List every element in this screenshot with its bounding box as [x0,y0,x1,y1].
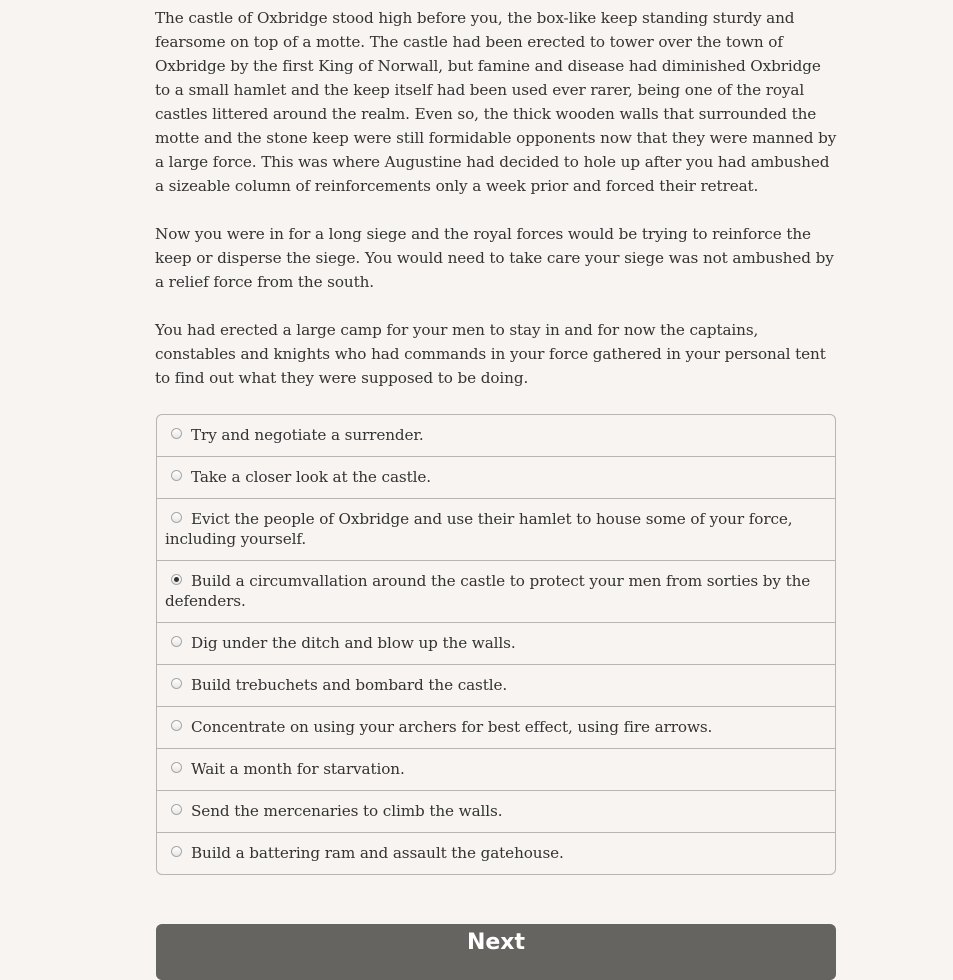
choice-label: Send the mercenaries to climb the walls. [191,802,503,820]
choice-label: Build a circumvallation around the castle to protect your men from sorties by the defenders. [165,572,811,610]
radio-button[interactable] [171,636,182,647]
choice-label: Build trebuchets and bombard the castle. [191,676,508,694]
radio-button[interactable] [171,428,182,439]
choice-label: Evict the people of Oxbridge and use their hamlet to house some of your force, including yourself. [165,510,793,548]
radio-button[interactable] [171,678,182,689]
story-text [155,6,839,414]
choice-option[interactable] [157,622,835,664]
choice-option[interactable] [157,456,835,498]
choice-list [156,414,836,875]
choice-option[interactable] [157,415,835,456]
choice-option[interactable] [157,498,835,560]
choice-option[interactable] [157,748,835,790]
choice-label: Concentrate on using your archers for best effect, using fire arrows. [191,718,713,736]
radio-button[interactable] [171,846,182,857]
radio-button[interactable] [171,512,182,523]
choice-option[interactable] [157,832,835,874]
choice-label: Wait a month for starvation. [191,760,405,778]
choice-label: Build a battering ram and assault the gatehouse. [191,844,564,862]
choice-option[interactable] [157,560,835,622]
story-paragraph: You had erected a large camp for your men to stay in and for now the captains, constables and knights who had commands in your force gathered in your personal tent to find out what they were supposed to be doing. [155,321,826,387]
choice-label: Try and negotiate a surrender. [191,426,424,444]
choice-option[interactable] [157,706,835,748]
story-paragraph: Now you were in for a long siege and the royal forces would be trying to reinforce the keep or disperse the siege. You would need to take care your siege was not ambushed by a relief force from the south. [155,225,834,291]
radio-button[interactable] [171,804,182,815]
choice-option[interactable] [157,790,835,832]
radio-button[interactable] [171,470,182,481]
choice-label: Dig under the ditch and blow up the walls. [191,634,516,652]
choice-label: Take a closer look at the castle. [191,468,431,486]
radio-button[interactable] [171,574,182,585]
radio-button[interactable] [171,720,182,731]
choice-option[interactable] [157,664,835,706]
radio-button[interactable] [171,762,182,773]
next-button[interactable]: Next [156,924,836,980]
story-paragraph: The castle of Oxbridge stood high before you, the box-like keep standing sturdy and fearsome on top of a motte. The castle had been erected to tower over the town of Oxbridge by the first King of Norwall, but famine and disease had diminished Oxbridge to a small hamlet and the keep itself had been used ever rarer, being one of the royal castles littered around the realm. Even so, the thick wooden walls that surrounded the motte and the stone keep were still formidable opponents now that they were manned by a large force. This was where Augustine had decided to hole up after you had ambushed a sizeable column of reinforcements only a week prior and forced their retreat. [155,9,837,195]
